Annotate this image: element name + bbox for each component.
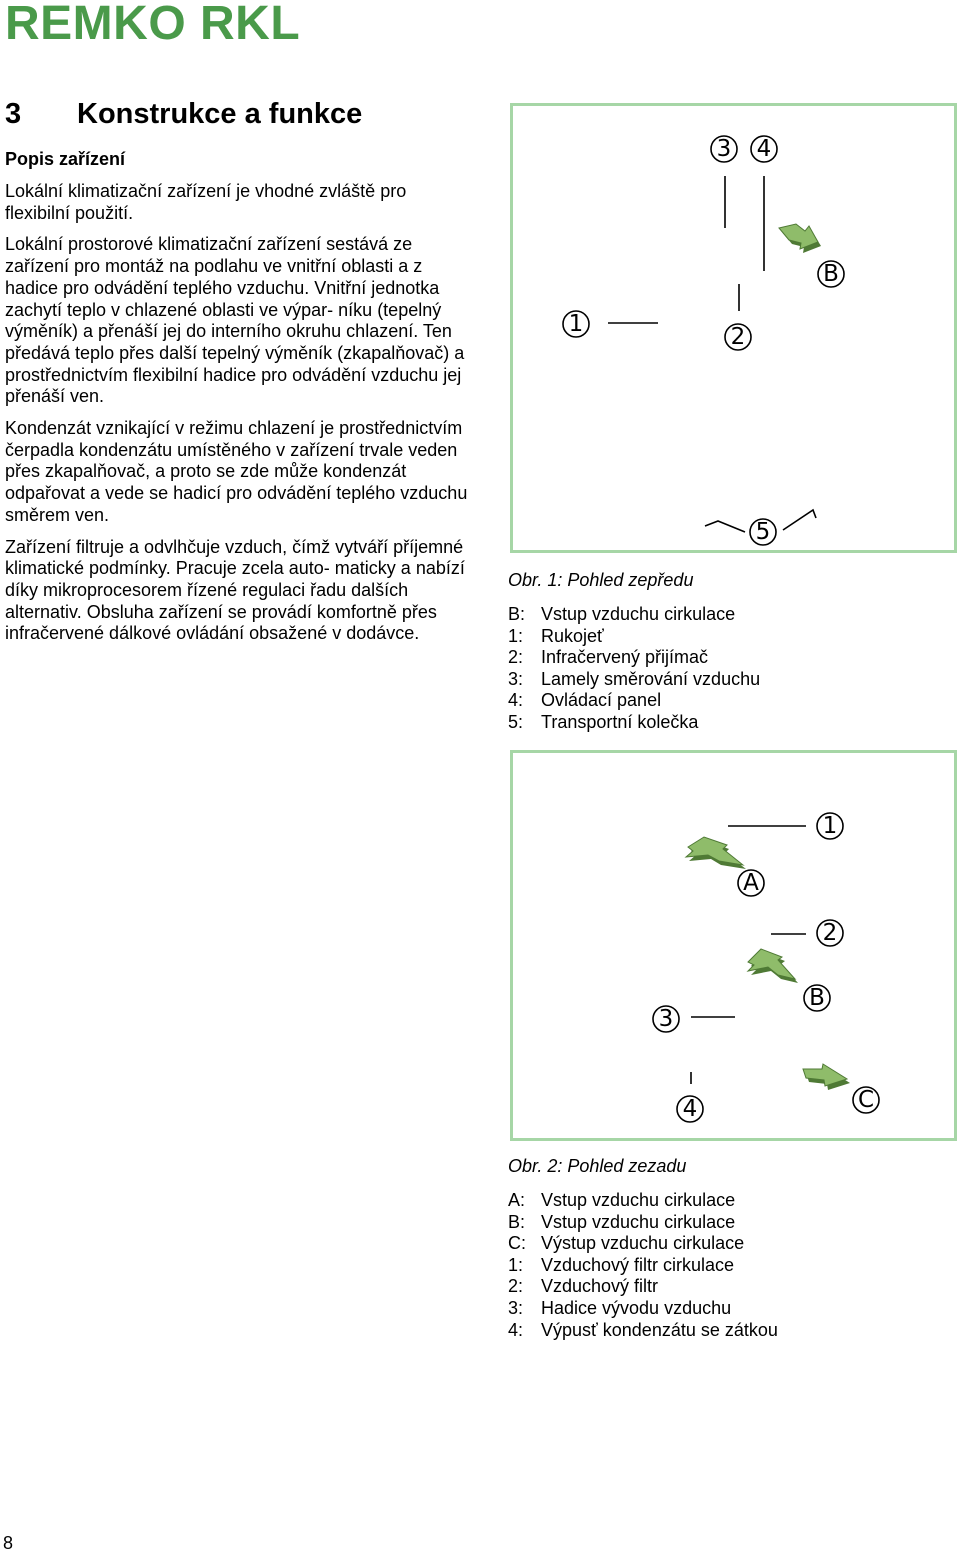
callout-1: 1 [568,311,584,337]
legend-text: Výpusť kondenzátu se zátkou [541,1319,778,1340]
legend-key: 4: [508,1319,524,1340]
callout-2: 2 [822,920,838,946]
paragraph: Zařízení filtruje a odvlhčuje vzduch, čímž vytváří příjemné klimatické podmínky. Pracuje zcela auto- maticky a nabízí díky mikroprocesorem řízené regulaci řadu dalších alternativ. Obsluha zařízení se provádí komfortně přes infračervené dálkové ovládání obsažené v dodávce. [5,536,465,644]
callout-B: B [823,261,839,287]
legend-text: Lamely směrování vzduchu [541,668,761,689]
figure2-caption: Obr. 2: Pohled zezadu [508,1156,687,1176]
legend-item [508,1255,778,1277]
legend-text: Ovládací panel [541,690,662,711]
callout-3: 3 [658,1006,674,1032]
legend-key: 3: [508,1297,524,1318]
legend-item [508,690,760,712]
paragraph: Lokální prostorové klimatizační zařízení sestává ze zařízení pro montáž na podlahu ve vnitřní oblasti a z hadice pro odvádění teplého vzduchu. Vnitřní jednotka zachytí teplo v chlazené oblasti ve výpar- níku (tepelný výměník) a přenáší jej do interního okruhu chlazení. Ten předává teplo přes další tepelný výměník (zkapalňovač) a prostřednictvím flexibilní hadice pro odvádění vzduchu jej přenáší ven. [5,234,465,407]
legend-text: Vstup vzduchu cirkulace [541,604,736,624]
legend-key: 5: [508,711,524,732]
legend-item [508,1212,778,1234]
leader-line [783,510,816,530]
legend-item [508,669,760,691]
legend-key: 4: [508,690,524,711]
section-title: Konstrukce a funkce [77,98,363,130]
legend-text: Rukojeť [541,625,604,646]
callout-1: 1 [822,813,838,839]
legend-item [508,1298,778,1320]
airflow-arrow-icon [748,949,798,983]
legend-key: B: [508,1211,526,1232]
legend-text: Výstup vzduchu cirkulace [541,1233,745,1254]
legend-text: Hadice vývodu vzduchu [541,1297,732,1318]
legend-key: B: [508,604,526,624]
body-text [5,181,475,655]
section-number: 3 [5,98,22,130]
legend-text: Vzduchový filtr [541,1276,659,1297]
airflow-arrow-icon [686,837,746,869]
legend-text: Vzduchový filtr cirkulace [541,1254,735,1275]
callout-A: A [743,870,759,896]
front-view-diagram [513,106,954,550]
legend-item [508,1233,778,1255]
callout-C: C [857,1087,875,1113]
page-number: 8 [3,1533,14,1553]
callout-2: 2 [730,324,746,350]
figure1-legend [508,604,760,734]
legend-key: 3: [508,668,524,689]
callout-4: 4 [682,1096,698,1122]
subheading: Popis zařízení [5,149,126,169]
airflow-arrow-icon [779,224,821,253]
legend-key: 2: [508,1276,524,1297]
legend-item [508,1190,778,1212]
figure1-caption: Obr. 1: Pohled zepředu [508,570,694,590]
legend-text: Transportní kolečka [541,711,699,732]
legend-key: 2: [508,647,524,668]
figure2-legend [508,1190,778,1341]
legend-key: 1: [508,1254,524,1275]
legend-item [508,1276,778,1298]
callout-B: B [809,985,825,1011]
figure-rear-view [510,750,957,1141]
legend-item [508,647,760,669]
legend-key: C: [508,1233,526,1254]
section-heading [5,98,362,131]
paragraph: Lokální klimatizační zařízení je vhodné zvláště pro flexibilní použití. [5,181,407,223]
legend-text: Vstup vzduchu cirkulace [541,1211,736,1232]
airflow-arrow-icon [803,1064,850,1090]
leader-line [705,521,745,532]
callout-5: 5 [755,519,771,545]
brand-title: REMKO RKL [5,0,301,50]
legend-text: Vstup vzduchu cirkulace [541,1190,736,1210]
callout-3: 3 [716,136,732,162]
legend-text: Infračervený přijímač [541,647,709,668]
legend-item [508,1320,778,1342]
legend-key: 1: [508,625,524,646]
callout-4: 4 [756,136,772,162]
rear-view-diagram [513,753,954,1138]
legend-item [508,604,760,626]
legend-key: A: [508,1190,526,1210]
paragraph: Kondenzát vznikající v režimu chlazení je prostřednictvím čerpadla kondenzátu umístěného v zařízení trvale veden přes zkapalňovač, a proto se zde může kondenzát odpařovat a vede se hadicí pro odvádění teplého vzduchu směrem ven. [5,418,468,525]
figure-front-view [510,103,957,553]
legend-item [508,626,760,648]
legend-item [508,712,760,734]
